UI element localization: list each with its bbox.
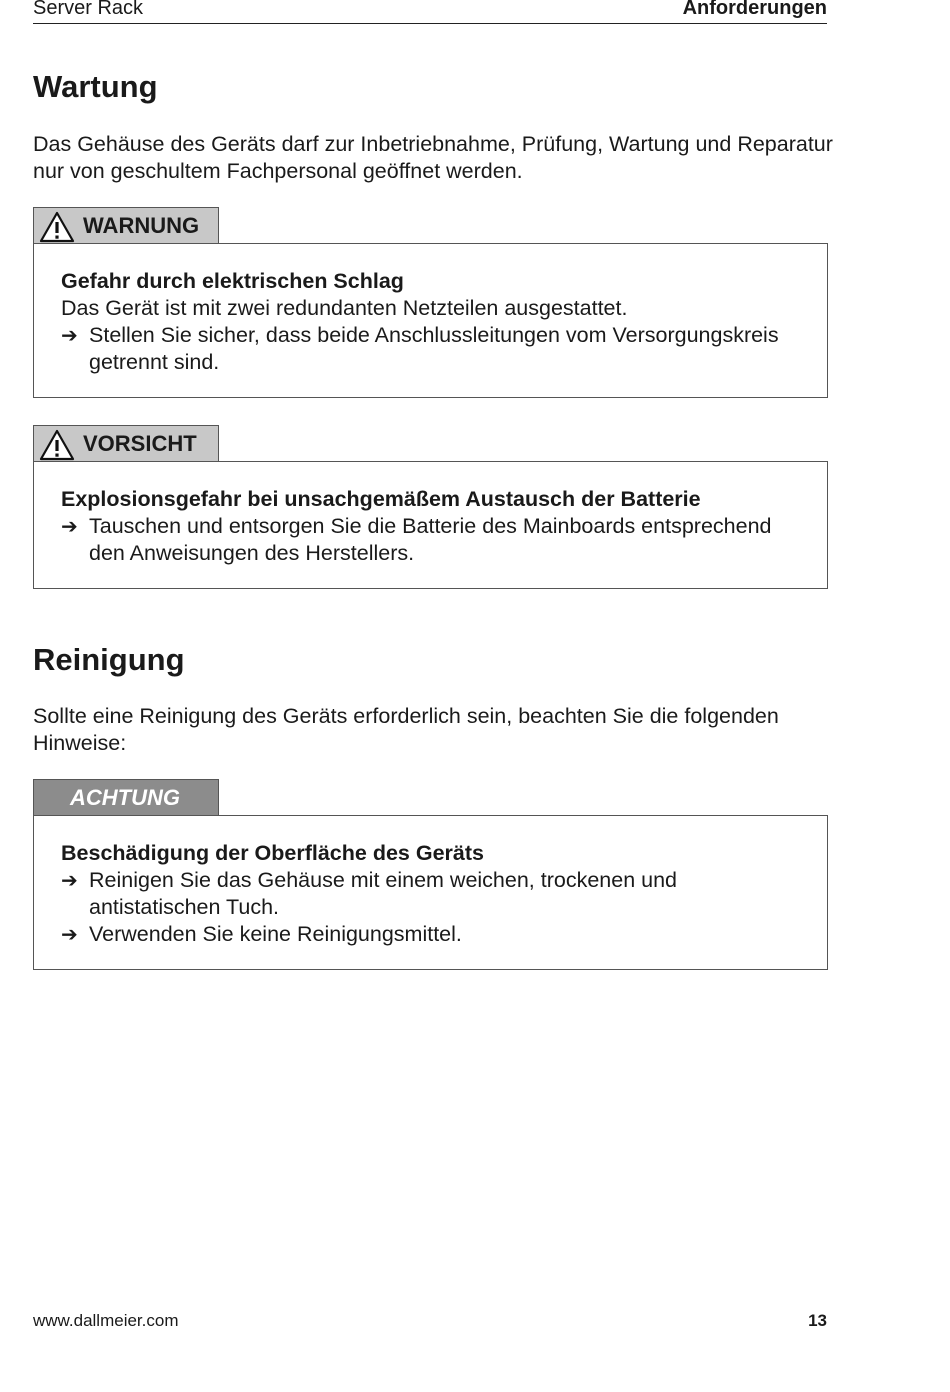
arrow-right-icon: ➔ bbox=[61, 514, 78, 538]
signal-word-caution: VORSICHT bbox=[83, 431, 197, 456]
instruction-text: Stellen Sie sicher, dass beide Anschlussleitungen vom Versorgungskreis getrennt sind. bbox=[89, 323, 779, 374]
arrow-right-icon: ➔ bbox=[61, 868, 78, 892]
document-title: Server Rack bbox=[33, 0, 144, 19]
section-heading-reinigung: Reinigung bbox=[33, 642, 185, 677]
notice-tab bbox=[33, 779, 219, 815]
signal-word-notice: ACHTUNG bbox=[70, 785, 180, 810]
arrow-right-icon: ➔ bbox=[61, 323, 78, 347]
warning-triangle-icon bbox=[39, 211, 75, 243]
section-heading-wartung: Wartung bbox=[33, 69, 158, 104]
instruction-text: Verwenden Sie keine Reinigungsmittel. bbox=[89, 922, 462, 946]
instruction-step bbox=[61, 513, 801, 567]
warning-tab bbox=[33, 207, 219, 243]
warning-title: Gefahr durch elektrischen Schlag bbox=[61, 269, 404, 293]
notice-box bbox=[33, 815, 828, 970]
instruction-step bbox=[61, 867, 801, 921]
warning-description: Das Gerät ist mit zwei redundanten Netzteilen ausgestattet. bbox=[61, 296, 628, 320]
caution-title: Explosionsgefahr bei unsachgemäßem Austausch der Batterie bbox=[61, 487, 701, 511]
warning-triangle-icon bbox=[39, 429, 75, 461]
section-intro-reinigung: Sollte eine Reinigung des Geräts erforderlich sein, beachten Sie die folgenden Hinweise: bbox=[33, 704, 779, 755]
footer-website: www.dallmeier.com bbox=[33, 1311, 179, 1330]
page-number: 13 bbox=[808, 1311, 827, 1330]
section-intro-wartung: Das Gehäuse des Geräts darf zur Inbetriebnahme, Prüfung, Wartung und Reparatur nur von geschultem Fachpersonal geöffnet werden. bbox=[33, 132, 833, 183]
chapter-title: Anforderungen bbox=[682, 0, 827, 19]
instruction-step bbox=[61, 921, 801, 948]
warning-box bbox=[33, 243, 828, 398]
arrow-right-icon: ➔ bbox=[61, 922, 78, 946]
caution-box bbox=[33, 461, 828, 589]
instruction-step bbox=[61, 322, 801, 376]
notice-title: Beschädigung der Oberfläche des Geräts bbox=[61, 841, 484, 865]
instruction-text: Tauschen und entsorgen Sie die Batterie des Mainboards entsprechend den Anweisungen des Herstellers. bbox=[89, 514, 772, 565]
page-header bbox=[33, 0, 827, 24]
caution-tab bbox=[33, 425, 219, 461]
signal-word-warning: WARNUNG bbox=[83, 213, 200, 238]
instruction-text: Reinigen Sie das Gehäuse mit einem weichen, trockenen und antistatischen Tuch. bbox=[89, 868, 678, 919]
